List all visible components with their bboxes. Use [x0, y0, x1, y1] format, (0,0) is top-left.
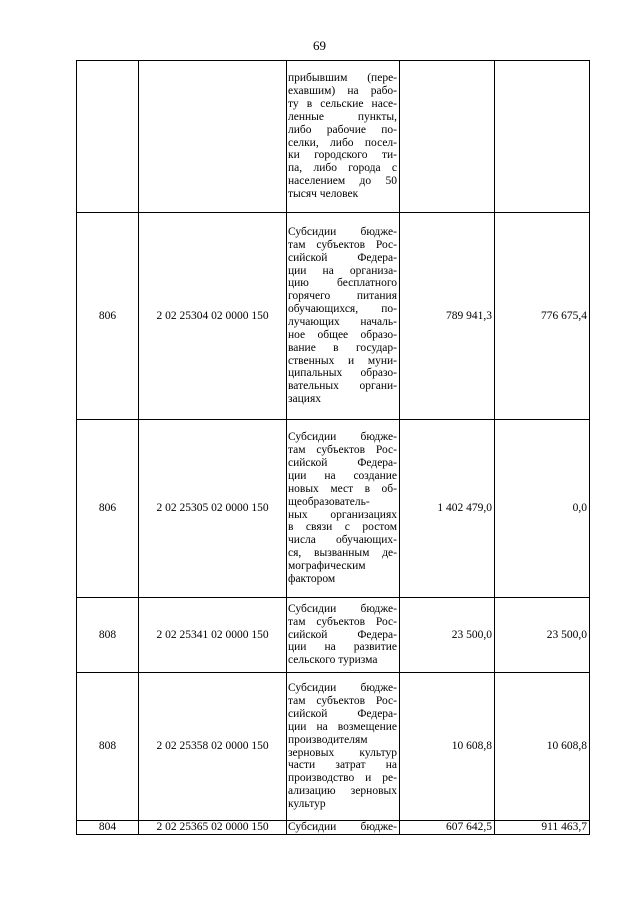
- income-name-line: вание в государ-: [288, 341, 397, 354]
- income-name-line: сельского туризма: [288, 654, 378, 667]
- budget-code-cell: 2 02 25358 02 0000 150: [139, 673, 287, 821]
- income-name-line: ехавшим) на рабо-: [288, 85, 397, 98]
- income-name-cell: [287, 420, 400, 598]
- amount-year-2-cell: 911 463,7: [495, 821, 590, 835]
- income-name-line: там субъектов Рос-: [288, 444, 397, 457]
- income-name-line: ции на развитие: [288, 641, 397, 654]
- income-name-line: Субсидии бюдже-: [288, 431, 397, 444]
- income-name-line: там субъектов Рос-: [288, 238, 397, 251]
- amount-year-1-cell: 23 500,0: [400, 598, 495, 673]
- income-name-line: прибывшим (пере-: [288, 72, 397, 85]
- income-name-line: ципальных образо-: [288, 367, 397, 380]
- income-name-line: производителям: [288, 733, 368, 746]
- amount-year-2-cell: 0,0: [495, 420, 590, 598]
- income-name-line: горячего питания: [288, 290, 397, 303]
- income-name-line: Субсидии бюдже-: [288, 226, 397, 239]
- income-name-line: сийской Федера-: [288, 457, 397, 470]
- budget-code-cell: 2 02 25365 02 0000 150: [139, 821, 287, 835]
- budget-code-cell: 2 02 25341 02 0000 150: [139, 598, 287, 673]
- income-name-line: культур: [288, 797, 326, 810]
- amount-year-2-cell: 776 675,4: [495, 213, 590, 420]
- income-name-line: па, либо города с: [288, 162, 397, 175]
- amount-year-1-cell: 1 402 479,0: [400, 420, 495, 598]
- income-name-line: в связи с ростом: [288, 521, 397, 534]
- income-name-line: мографическим: [288, 559, 366, 572]
- income-name-line: ки городского ти-: [288, 149, 397, 162]
- amount-year-1-cell: 789 941,3: [400, 213, 495, 420]
- income-name-line: обучающихся, по-: [288, 303, 397, 316]
- income-name-line: сийской Федера-: [288, 251, 397, 264]
- income-name-line: части затрат на: [288, 759, 397, 772]
- amount-year-1-cell: [400, 61, 495, 213]
- table-row: [77, 61, 590, 213]
- admin-code-cell: 806: [77, 420, 139, 598]
- income-name-line: зерновых культур: [288, 746, 397, 759]
- table-row: [77, 213, 590, 420]
- income-name-line: ственных и муни-: [288, 354, 397, 367]
- income-name-cell: [287, 213, 400, 420]
- budget-code-cell: 2 02 25305 02 0000 150: [139, 420, 287, 598]
- table-row: [77, 598, 590, 673]
- income-name-line: ных организациях: [288, 508, 397, 521]
- income-name-line: сийской Федера-: [288, 628, 397, 641]
- income-name-line: населением до 50: [288, 175, 397, 188]
- budget-code-cell: [139, 61, 287, 213]
- income-name-line: Субсидии бюдже-: [288, 682, 397, 695]
- income-name-line: Субсидии бюдже-: [288, 602, 397, 615]
- income-name-line: зациях: [288, 393, 321, 406]
- income-name-cell: [287, 673, 400, 821]
- income-name-line: ное общее образо-: [288, 328, 397, 341]
- income-name-line: щеобразователь-: [288, 495, 370, 508]
- income-name-line: ции на возмещение: [288, 720, 397, 733]
- page-number: 69: [313, 38, 326, 53]
- income-name-line: либо рабочие по-: [288, 123, 397, 136]
- income-name-line: там субъектов Рос-: [288, 615, 397, 628]
- income-name-line: там субъектов Рос-: [288, 695, 397, 708]
- amount-year-2-cell: 10 608,8: [495, 673, 590, 821]
- income-name-line: цию бесплатного: [288, 277, 397, 290]
- income-name-line: тысяч человек: [288, 187, 359, 200]
- income-name-cell: [287, 61, 400, 213]
- admin-code-cell: 808: [77, 673, 139, 821]
- income-name-line: фактором: [288, 572, 336, 585]
- income-name-line: ализацию зерновых: [288, 785, 397, 798]
- income-name-line: ции на создание: [288, 469, 397, 482]
- budget-table: [76, 60, 590, 835]
- income-name-line: ту в сельские насе-: [288, 97, 397, 110]
- admin-code-cell: 808: [77, 598, 139, 673]
- table-row: [77, 673, 590, 821]
- amount-year-2-cell: [495, 61, 590, 213]
- income-name-line: Субсидии бюдже-: [288, 821, 397, 833]
- amount-year-1-cell: 10 608,8: [400, 673, 495, 821]
- income-name-line: ся, вызванным де-: [288, 547, 397, 560]
- admin-code-cell: 806: [77, 213, 139, 420]
- income-name-line: производство и ре-: [288, 772, 397, 785]
- income-name-line: ции на организа-: [288, 264, 397, 277]
- income-name-cell: [287, 598, 400, 673]
- income-name-line: новых мест в об-: [288, 482, 397, 495]
- income-name-line: числа обучающих-: [288, 534, 397, 547]
- income-name-line: лучающих началь-: [288, 316, 397, 328]
- table-row: [77, 420, 590, 598]
- income-name-line: вательных органи-: [288, 380, 397, 393]
- income-name-cell: [287, 821, 400, 835]
- income-name-line: селки, либо посел-: [288, 136, 397, 149]
- amount-year-2-cell: 23 500,0: [495, 598, 590, 673]
- budget-code-cell: 2 02 25304 02 0000 150: [139, 213, 287, 420]
- income-name-line: сийской Федера-: [288, 707, 397, 720]
- amount-year-1-cell: 607 642,5: [400, 821, 495, 835]
- admin-code-cell: 804: [77, 821, 139, 835]
- income-name-line: ленные пункты,: [288, 110, 397, 123]
- table-row: [77, 821, 590, 835]
- admin-code-cell: [77, 61, 139, 213]
